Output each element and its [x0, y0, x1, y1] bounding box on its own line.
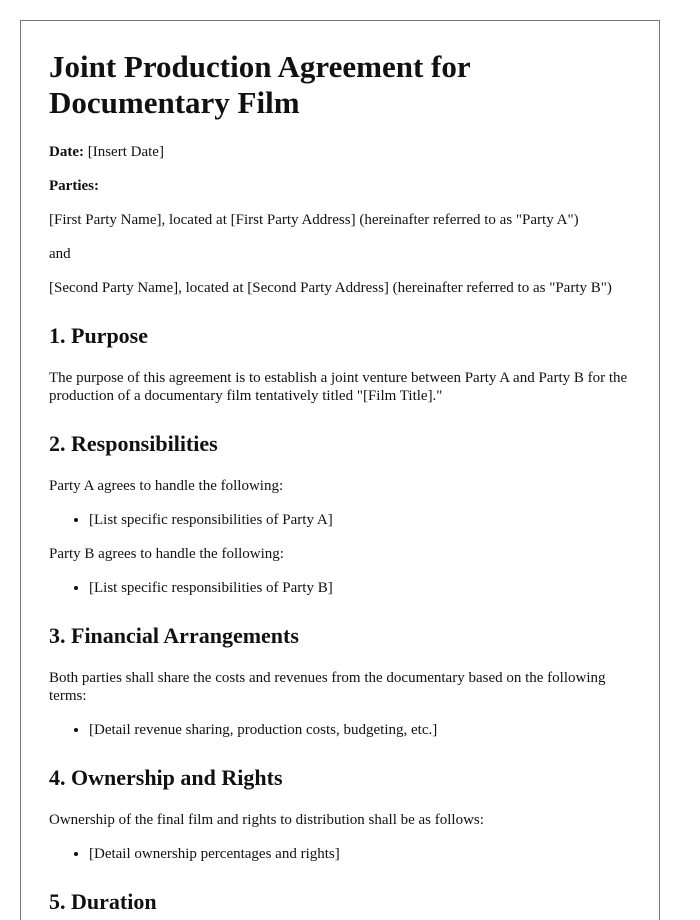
parties-label: Parties:: [49, 178, 99, 194]
section-heading-purpose: 1. Purpose: [49, 323, 148, 348]
section-heading-duration: 5. Duration: [49, 889, 157, 914]
ownership-text: Ownership of the final film and rights to distribution shall be as follows:: [49, 812, 484, 828]
purpose-text: The purpose of this agreement is to establish a joint venture between Party A and Party B for the production of a documentary film tentatively titled "[Film Title].": [49, 370, 628, 404]
list-item: • [Detail revenue sharing, production costs, budgeting, etc.]: [89, 721, 631, 739]
date-label: Date:: [49, 144, 84, 160]
section-heading-ownership: 4. Ownership and Rights: [49, 765, 283, 790]
and-text: and: [49, 246, 71, 262]
list-item: • [Detail ownership percentages and rights]: [89, 845, 631, 863]
date-line: [49, 143, 631, 161]
party-b-responsibilities-list: [49, 579, 631, 597]
party-b-text: [Second Party Name], located at [Second Party Address] (hereinafter referred to as "Party B"): [49, 280, 612, 296]
financial-list: [49, 721, 631, 739]
document-title: Joint Production Agreement for Documentary Film: [49, 49, 471, 120]
party-a-responsibilities-intro: Party A agrees to handle the following:: [49, 478, 284, 494]
party-b-responsibilities-intro: Party B agrees to handle the following:: [49, 546, 284, 562]
list-item: • [List specific responsibilities of Party A]: [89, 511, 631, 529]
document-page: [20, 20, 660, 920]
party-a-responsibilities-list: [49, 511, 631, 529]
section-heading-financial: 3. Financial Arrangements: [49, 623, 299, 648]
date-value: [Insert Date]: [87, 144, 164, 160]
section-heading-responsibilities: 2. Responsibilities: [49, 431, 218, 456]
party-a-text: [First Party Name], located at [First Party Address] (hereinafter referred to as "Party A"): [49, 212, 579, 228]
financial-text: Both parties shall share the costs and revenues from the documentary based on the following terms:: [49, 670, 606, 704]
list-item: • [List specific responsibilities of Party B]: [89, 579, 631, 597]
parties-line: [49, 177, 631, 195]
ownership-list: [49, 845, 631, 863]
